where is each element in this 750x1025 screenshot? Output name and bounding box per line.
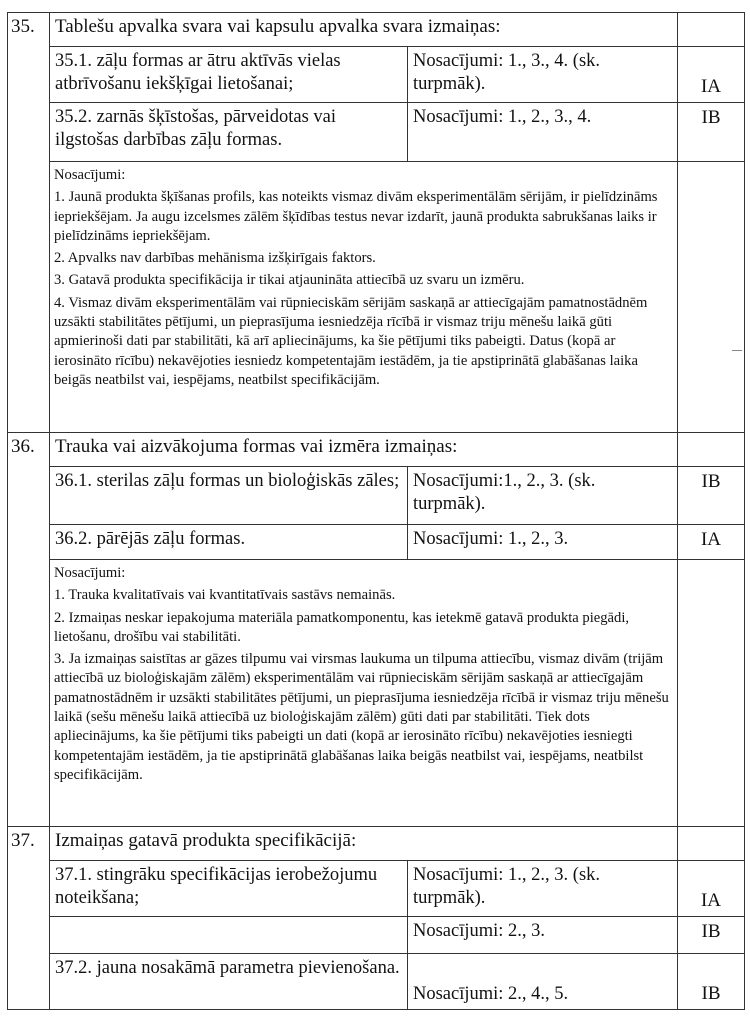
- note-item: 2. Apvalks nav darbības mehānisma izšķirīgais faktors.: [54, 250, 376, 267]
- notes-title: Nosacījumi:: [54, 167, 126, 183]
- item-label: 36.1. sterilas zāļu formas un bioloģiskās zāles;: [50, 467, 408, 525]
- conditions-notes: [50, 162, 678, 433]
- section-title: Tablešu apvalka svara vai kapsulu apvalka svara izmaiņas:: [50, 13, 678, 47]
- item-label: [50, 917, 408, 954]
- note-item: 4. Vismaz divām eksperimentālām vai rūpnieciskām sērijām saskaņā ar attiecīgajām pamatnostādnēm uzsākti stabilitātes pētījumi, un pieprasījuma iesniedzēja rīcībā ir vismaz triju mēnešu laikā gūti apmierinoši dati par stabilitāti, kā arī apliecinājums, ka šie pētījumi tiks pabeigti. Datus (kopā ar ierosināto rīcību) nekavējoties iesniedz kompetentajām iestādēm, ja tie apstiprinātā glabāšanas laika beigās neatbilst vai, iespējams, neatbilst specifikācijām.: [54, 294, 648, 388]
- table-row: [8, 954, 745, 1010]
- note-item: 2. Izmaiņas neskar iepakojuma materiāla pamatkomponentu, kas ietekmē gatavā produkta piegādi, lietošanu, drošību vai stabilitāti.: [54, 609, 630, 645]
- item-label: 37.2. jauna nosakāmā parametra pievienošana.: [50, 954, 408, 1010]
- category-cell-empty: [678, 162, 745, 433]
- table-row: [8, 525, 745, 560]
- section-title: Trauka vai aizvākojuma formas vai izmēra izmaiņas:: [50, 433, 678, 467]
- section-36-header-row: [8, 433, 745, 467]
- item-category: IB: [678, 917, 745, 954]
- notes-title: Nosacījumi:: [54, 565, 126, 581]
- notes-row: [8, 162, 745, 433]
- table-row: [8, 467, 745, 525]
- notes-row: [8, 560, 745, 827]
- item-category: IA: [678, 525, 745, 560]
- category-cell-empty: [678, 560, 745, 827]
- category-cell-empty: [678, 13, 745, 47]
- section-number: 37.: [8, 827, 50, 1010]
- item-conditions: Nosacījumi: 2., 4., 5.: [408, 954, 678, 1010]
- item-conditions: Nosacījumi: 1., 2., 3., 4.: [408, 103, 678, 162]
- section-title: Izmaiņas gatavā produkta specifikācijā:: [50, 827, 678, 861]
- variations-table: [7, 12, 745, 1010]
- item-conditions: Nosacījumi: 1., 2., 3. (sk. turpmāk).: [408, 861, 678, 917]
- item-conditions: Nosacījumi: 2., 3.: [408, 917, 678, 954]
- item-label: 35.2. zarnās šķīstošas, pārveidotas vai ilgstošas darbības zāļu formas.: [50, 103, 408, 162]
- note-item: 1. Jaunā produkta šķīšanas profils, kas noteikts vismaz divām eksperimentālām sērijām, ir pielīdzināms iepriekšējam. Ja augu izcelsmes zālēm šķīdības testus nevar izdarīt, jaunā produkta sabrukšanas laiks ir pielīdzināms iepriekšējam.: [54, 189, 658, 244]
- note-item: 3. Ja izmaiņas saistītas ar gāzes tilpumu vai virsmas laukuma un tilpuma attiecību, vismaz divām (trijām attiecībā uz bioloģiskajām zālēm) eksperimentālām vai rūpnieciskām sērijām saskaņā ar attiecīgajām pamatnostādnēm ir uzsākti stabilitātes pētījumi, un pieprasījuma iesniedzēja rīcībā ir vismaz triju mēnešu laikā (sešu mēnešu laikā attiecībā uz bioloģiskajām zālēm) gūti dati par stabilitāti. Tiek dots apliecinājums, ka šie pētījumi tiks pabeigti un dati (kopā ar ierosināto rīcību) nekavējoties iesniegti kompetentajām iestādēm, ja tie apstiprinātā glabāšanas laika beigās neatbilst vai, iespējams, neatbilst specifikācijām.: [54, 651, 669, 783]
- note-item: 1. Trauka kvalitatīvais vai kvantitatīvais sastāvs nemainās.: [54, 587, 396, 604]
- item-category: IA: [678, 47, 745, 103]
- category-cell-empty: [678, 827, 745, 861]
- table-row: [8, 861, 745, 917]
- scan-mark: [732, 350, 742, 351]
- item-conditions: Nosacījumi: 1., 3., 4. (sk. turpmāk).: [408, 47, 678, 103]
- item-category: IB: [678, 467, 745, 525]
- item-label: 35.1. zāļu formas ar ātru aktīvās vielas atbrīvošanu iekšķīgai lietošanai;: [50, 47, 408, 103]
- item-label: 36.2. pārējās zāļu formas.: [50, 525, 408, 560]
- item-category: IA: [678, 861, 745, 917]
- section-number: 36.: [8, 433, 50, 827]
- item-category: IB: [678, 103, 745, 162]
- section-number: 35.: [8, 13, 50, 433]
- item-conditions: Nosacījumi: 1., 2., 3.: [408, 525, 678, 560]
- table-row: [8, 917, 745, 954]
- note-item: 3. Gatavā produkta specifikācija ir tikai atjaunināta attiecībā uz svaru un izmēru.: [54, 272, 525, 289]
- item-category: IB: [678, 954, 745, 1010]
- item-conditions: Nosacījumi:1., 2., 3. (sk. turpmāk).: [408, 467, 678, 525]
- section-37-header-row: [8, 827, 745, 861]
- conditions-notes: [50, 560, 678, 827]
- item-label: 37.1. stingrāku specifikācijas ierobežojumu noteikšana;: [50, 861, 408, 917]
- section-35-header-row: [8, 13, 745, 47]
- table-row: [8, 47, 745, 103]
- table-row: [8, 103, 745, 162]
- category-cell-empty: [678, 433, 745, 467]
